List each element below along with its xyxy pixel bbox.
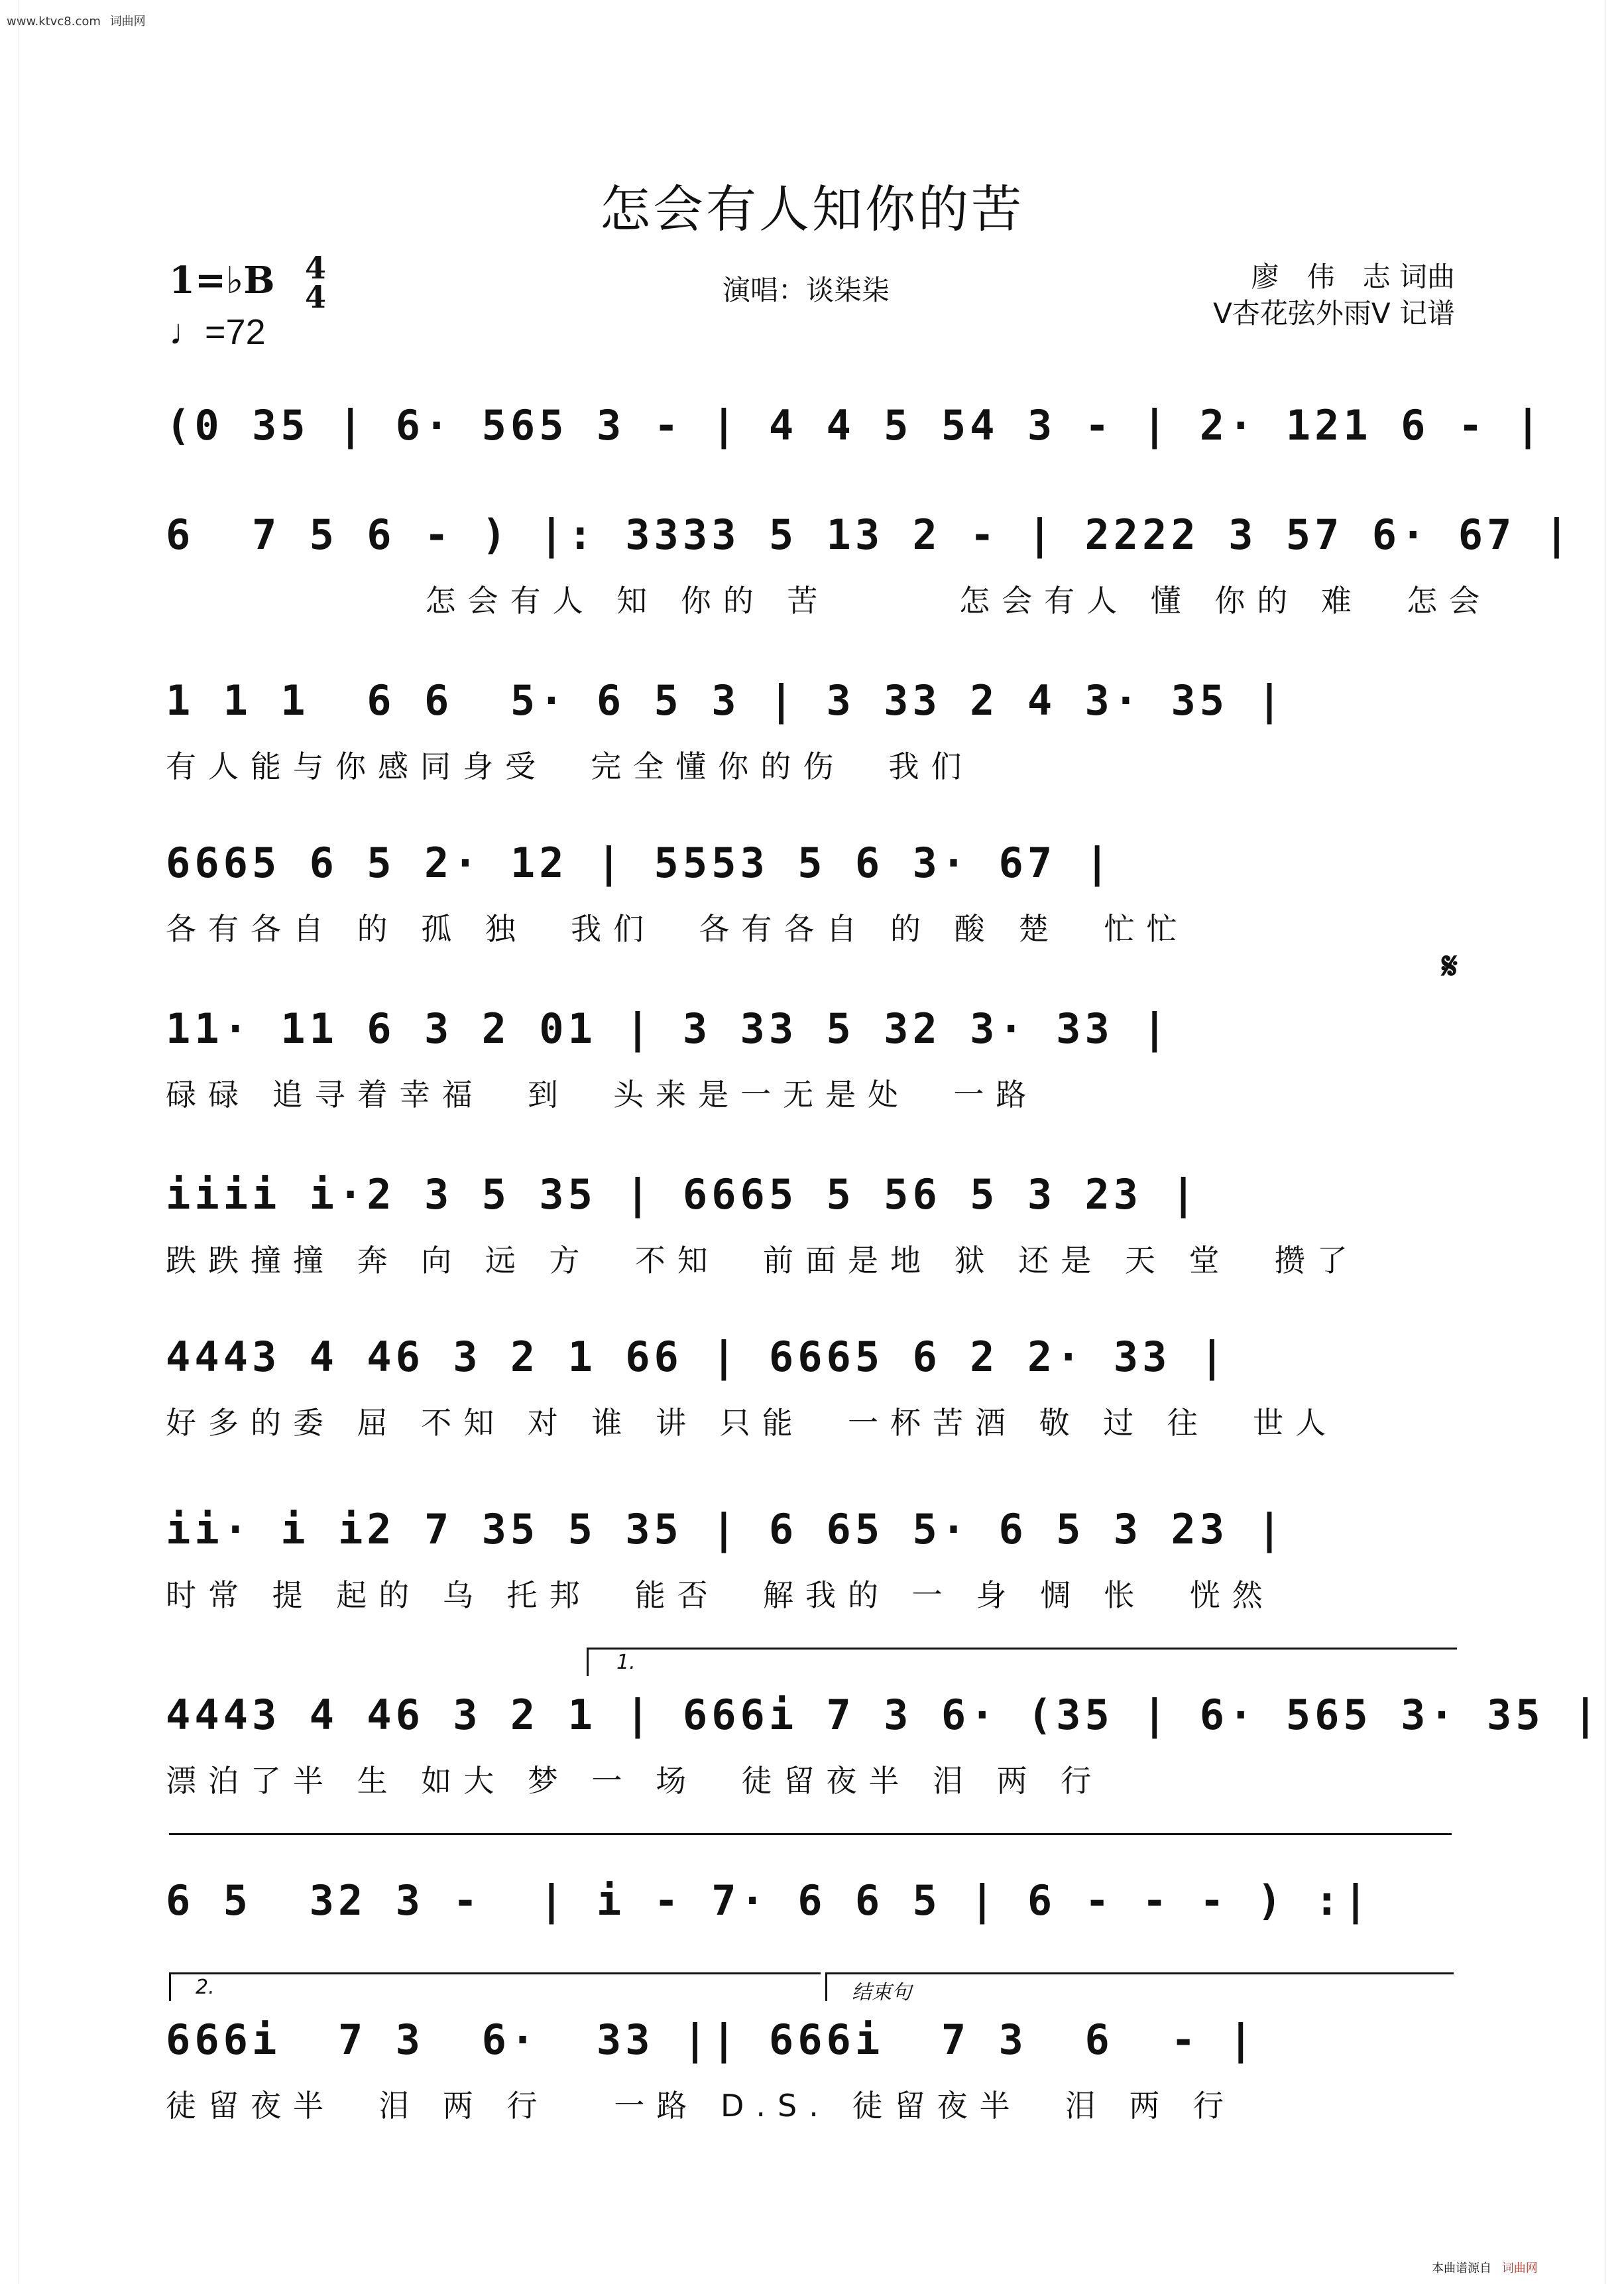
singer-credit: 演唱：谈柒柒	[723, 274, 890, 306]
notes-line-7: 4443 4 46 3 2 1 66 | 6665 6 2 2· 33 |	[166, 1333, 1229, 1381]
score-line-4	[166, 839, 1465, 951]
lyrics-line-2: 怎会有人 知 你的 苦 怎会有人 懂 你的 难 怎会	[166, 583, 1492, 619]
lyrics-line-3: 有人能与你感同身受 完全懂你的伤 我们	[166, 749, 974, 784]
key-signature: 1=♭B	[169, 259, 275, 302]
score-line-3	[166, 676, 1465, 789]
score-line-1	[166, 401, 1544, 454]
right-margin-line	[1605, 0, 1606, 2284]
watermark-site: www.ktvc8.com	[7, 15, 101, 29]
coda-bracket	[825, 1972, 1454, 2001]
notes-line-3: 1 1 1 6 6 5· 6 5 3 | 3 33 2 4 3· 35 |	[166, 676, 1286, 725]
notes-line-10: 6 5 32 3 - | i - 7· 6 6 5 | 6 - - - ) :|	[166, 1876, 1372, 1925]
notes-line-9: 4443 4 46 3 2 1 | 666i 7 3 6· (35 | 6· 565 3· 35 |	[166, 1691, 1602, 1739]
lyrics-line-4: 各有各自 的 孤 独 我们 各有各自 的 酸 楚 忙忙	[166, 911, 1189, 947]
notes-line-2: 6 7 5 6 - ) |: 3333 5 13 2 - | 2222 3 57 6· 67 |	[166, 511, 1574, 559]
lyrics-line-7: 好多的委 屈 不知 对 谁 讲 只能 一杯苦酒 敬 过 往 世人	[166, 1405, 1338, 1441]
second-ending-label: 2.	[196, 1976, 215, 1999]
notes-line-1: (0 35 | 6· 565 3 - | 4 4 5 54 3 - | 2· 121 6 - |	[166, 401, 1544, 450]
footer-right: 词曲网	[1501, 2261, 1538, 2275]
score-line-10	[166, 1876, 1465, 1936]
notes-line-8: ii· i i2 7 35 5 35 | 6 65 5· 6 5 3 23 |	[166, 1505, 1286, 1553]
score-line-8	[166, 1505, 1465, 1618]
tempo-marking: ♩=72	[169, 312, 266, 352]
time-signature	[305, 250, 327, 315]
page-title: 怎会有人知你的苦	[600, 180, 1024, 239]
coda-label: 结束句	[852, 1981, 911, 2004]
lyrics-line-11: 徒留夜半 泪 两 行 一路 D.S. 徒留夜半 泪 两 行	[166, 2088, 1236, 2124]
transcriber-credit: V杏花弦外雨V 记谱	[1213, 297, 1455, 330]
notes-line-4: 6665 6 5 2· 12 | 5553 5 6 3· 67 |	[166, 839, 1114, 887]
composer-credit: 廖 伟 志 词曲	[1251, 261, 1455, 293]
notes-line-6: iiii i·2 3 5 35 | 6665 5 56 5 3 23 |	[166, 1170, 1200, 1219]
first-ending-label: 1.	[616, 1651, 636, 1674]
footer-source	[1432, 2259, 1538, 2276]
second-ending-bracket	[169, 1972, 821, 2001]
notes-line-11: 666i 7 3 6· 33 || 666i 7 3 6 - |	[166, 2015, 1257, 2064]
footer-left: 本曲谱源自	[1432, 2261, 1491, 2275]
score-line-9	[166, 1691, 1602, 1803]
score-line-5	[166, 1004, 1465, 1117]
score-line-11	[166, 2015, 1465, 2128]
time-top: 4	[305, 250, 327, 286]
segno-sign: 𝄋	[1442, 945, 1458, 988]
lyrics-line-6: 跌跌撞撞 奔 向 远 方 不知 前面是地 狱 还是 天 堂 攒了	[166, 1242, 1360, 1278]
first-ending-continuation	[169, 1833, 1452, 1836]
score-line-2	[166, 511, 1574, 623]
score-line-6	[166, 1170, 1465, 1283]
lyrics-line-9: 漂泊了半 生 如大 梦 一 场 徒留夜半 泪 两 行	[166, 1763, 1104, 1799]
first-ending-bracket	[587, 1648, 1457, 1676]
score-line-7	[166, 1333, 1465, 1445]
watermark-top	[7, 12, 146, 29]
notes-line-5: 11· 11 6 3 2 01 | 3 33 5 32 3· 33 |	[166, 1004, 1171, 1053]
lyrics-line-8: 时常 提 起的 乌 托邦 能否 解我的 一 身 惆 怅 恍然	[166, 1577, 1275, 1613]
lyrics-line-5: 碌碌 追寻着幸福 到 头来是一无是处 一路	[166, 1077, 1039, 1112]
watermark-name: 词曲网	[109, 15, 146, 29]
time-bottom: 4	[305, 279, 327, 315]
